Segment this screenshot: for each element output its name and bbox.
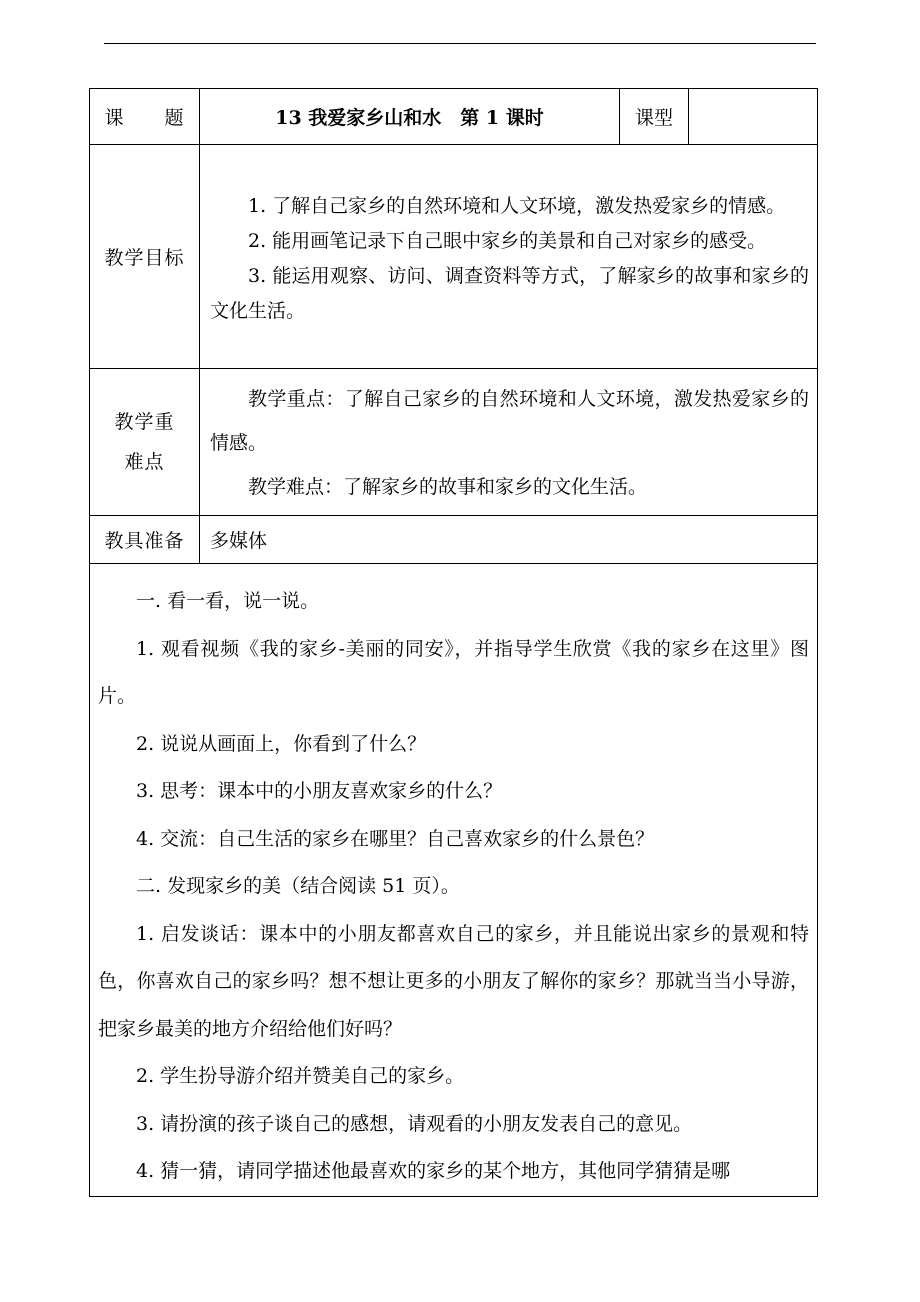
lesson-type-value [689,89,818,145]
process-step: 3. 请扮演的孩子谈自己的感想，请观看的小朋友发表自己的意见。 [136,1112,693,1135]
lesson-type-label: 课型 [620,89,689,145]
process-step: 4. 猜一猜，请同学描述他最喜欢的家乡的某个地方，其他同学猜猜是哪 [136,1160,731,1182]
objective-item: 1. 了解自己家乡的自然环境和人文环境，激发热爱家乡的情感。 [248,194,786,217]
teaching-difficulty: 教学难点：了解家乡的故事和家乡的文化生活。 [248,476,648,498]
key-points-label-line1: 教学重 [114,411,175,433]
header-rule [104,43,816,44]
row-process [90,564,818,1197]
topic-label: 课 题 [90,89,200,145]
row-topic [90,89,818,145]
lesson-plan-table [89,88,818,1197]
objectives-content [200,145,818,369]
process-step: 1. 启发谈话：课本中的小朋友都喜欢自己的家乡，并且能说出家乡的景观和特色，你喜欢自己的家乡吗？想不想让更多的小朋友了解你的家乡？那就当当小导游，把家乡最美的地方介绍给他们好吗？ [98,922,809,1040]
process-step: 二. 发现家乡的美（结合阅读 51 页）。 [136,875,460,897]
preparation-value: 多媒体 [200,516,818,564]
objective-item: 2. 能用画笔记录下自己眼中家乡的美景和自己对家乡的感受。 [248,229,767,252]
row-preparation [90,516,818,564]
teaching-process [90,564,818,1197]
key-points-content [200,369,818,516]
lesson-title: 13 我爱家乡山和水 第 1 课时 [200,89,620,145]
teaching-focus: 教学重点：了解自己家乡的自然环境和人文环境，激发热爱家乡的情感。 [210,388,809,454]
process-step: 2. 说说从画面上，你看到了什么？ [136,732,427,755]
process-step: 一. 看一看，说一说。 [136,590,320,612]
process-step: 4. 交流：自己生活的家乡在哪里？自己喜欢家乡的什么景色？ [136,827,655,850]
key-points-label [90,369,200,516]
objectives-label: 教学目标 [90,145,200,369]
objective-item: 3. 能运用观察、访问、调查资料等方式，了解家乡的故事和家乡的文化生活。 [210,264,809,322]
row-key-points [90,369,818,516]
process-step: 1. 观看视频《我的家乡-美丽的同安》，并指导学生欣赏《我的家乡在这里》图片。 [98,637,809,707]
row-objectives [90,145,818,369]
process-step: 3. 思考：课本中的小朋友喜欢家乡的什么？ [136,780,503,802]
preparation-label: 教具准备 [90,516,200,564]
key-points-label-line2: 难点 [124,451,165,473]
process-step: 2. 学生扮导游介绍并赞美自己的家乡。 [136,1065,465,1087]
